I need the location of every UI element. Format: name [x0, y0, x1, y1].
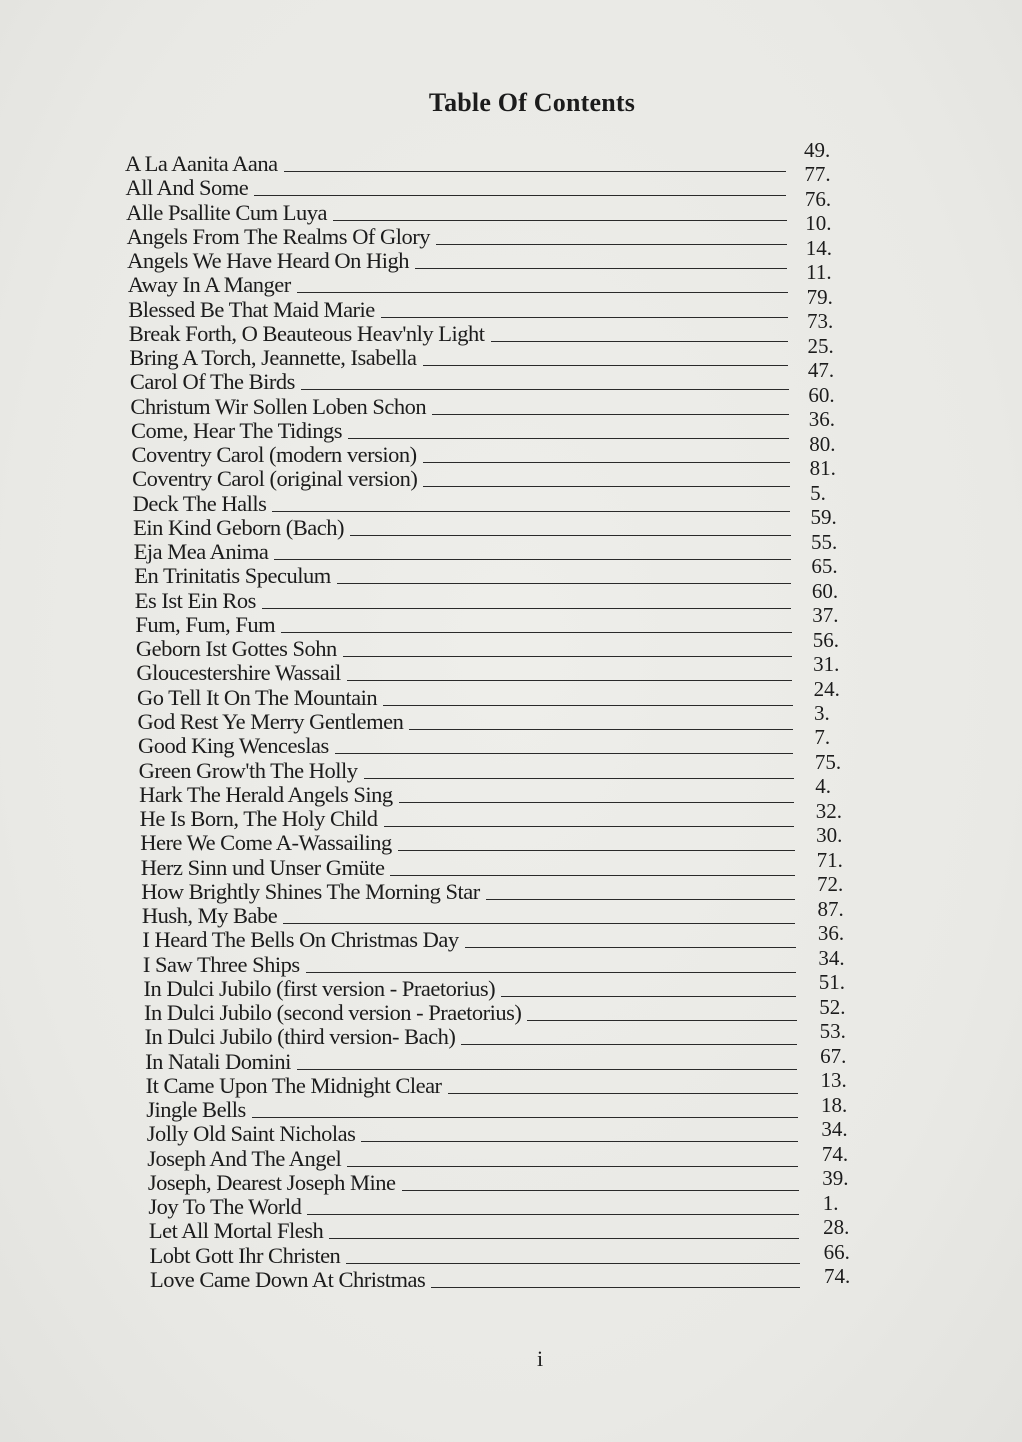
leader-line	[346, 1262, 799, 1264]
toc-entry-page: 1.	[822, 1190, 839, 1215]
toc-entry-title: Break Forth, O Beauteous Heav'nly Light	[128, 320, 485, 346]
toc-entry-title: Jingle Bells	[146, 1097, 246, 1123]
leader-line	[335, 752, 794, 754]
toc-entry[interactable]	[141, 880, 795, 904]
leader-line	[409, 728, 793, 730]
toc-entry-page: 71.	[816, 847, 843, 872]
toc-entry[interactable]	[145, 1025, 797, 1049]
leader-line	[399, 801, 794, 803]
toc-entry[interactable]	[129, 346, 788, 370]
toc-entry[interactable]	[140, 831, 794, 855]
toc-entry-page: 73.	[807, 309, 834, 334]
toc-entry-page: 56.	[812, 627, 839, 652]
toc-entry-title: Love Came Down At Christmas	[150, 1267, 426, 1292]
toc-entry-page: 76.	[804, 186, 832, 211]
toc-entry-page: 13.	[820, 1068, 847, 1093]
toc-entry-title: Hark The Herald Angels Sing	[139, 781, 393, 807]
toc-entry-title: Christum Wir Sollen Loben Schon	[130, 393, 427, 419]
leader-line	[423, 461, 790, 463]
leader-line	[254, 194, 786, 196]
leader-line	[307, 1213, 799, 1215]
toc-entry[interactable]	[149, 1244, 799, 1268]
leader-line	[402, 1189, 799, 1191]
leader-line	[297, 1068, 797, 1070]
toc-entry-title: Joy To The World	[148, 1194, 302, 1220]
toc-entry-title: En Trinitatis Speculum	[134, 563, 331, 589]
toc-entry-title: Joseph, Dearest Joseph Mine	[147, 1169, 396, 1195]
toc-entry-page: 53.	[819, 1019, 846, 1044]
toc-entry-title: In Natali Domini	[145, 1048, 291, 1074]
toc-entry-title: Blessed Be That Maid Marie	[128, 296, 375, 322]
toc-entry-page: 14.	[805, 235, 832, 260]
toc-entry[interactable]	[142, 928, 795, 952]
leader-line	[306, 971, 796, 973]
toc-entry-title: Deck The Halls	[132, 490, 267, 516]
toc-entry-page: 30.	[816, 823, 843, 848]
toc-entry[interactable]	[132, 467, 790, 491]
toc-entry-title: Gloucestershire Wassail	[136, 660, 341, 686]
leader-line	[283, 922, 795, 924]
toc-entry-page: 59.	[810, 505, 837, 530]
toc-entry-title: All And Some	[125, 175, 249, 201]
leader-line	[390, 874, 794, 876]
toc-entry-title: Bring A Torch, Jeannette, Isabella	[129, 345, 417, 371]
toc-entry[interactable]	[128, 273, 788, 297]
toc-entry-page: 34.	[818, 945, 845, 970]
toc-entry[interactable]	[134, 564, 791, 588]
leader-line	[347, 1165, 798, 1167]
toc-entry-title: Lobt Gott Ihr Christen	[149, 1242, 341, 1268]
toc-entry-page: 31.	[813, 652, 840, 677]
toc-entry-title: Coventry Carol (original version)	[132, 466, 418, 492]
toc-entry-title: Eja Mea Anima	[133, 539, 269, 565]
toc-entry[interactable]	[149, 1219, 799, 1243]
toc-entry-page: 4.	[815, 774, 832, 799]
leader-line	[384, 825, 795, 827]
leader-line	[501, 995, 796, 997]
leader-line	[262, 607, 792, 609]
toc-entry-page: 7.	[814, 725, 831, 750]
toc-entry[interactable]	[145, 1050, 797, 1074]
toc-entry-title: Joseph And The Angel	[147, 1145, 342, 1171]
toc-entry-page: 36.	[817, 921, 845, 946]
page-title: Table Of Contents	[428, 88, 636, 117]
toc-entry-title: It Came Upon The Midnight Clear	[145, 1072, 442, 1098]
leader-line	[343, 655, 792, 657]
toc-entry[interactable]	[131, 419, 789, 443]
toc-entry[interactable]	[126, 176, 787, 200]
leader-line	[274, 558, 790, 560]
toc-entry[interactable]	[146, 1074, 798, 1098]
page-number: i	[536, 1346, 544, 1371]
toc-entry-title: God Rest Ye Merry Gentlemen	[137, 709, 404, 734]
toc-entry-title: Es Ist Ein Ros	[134, 587, 256, 613]
toc-entry-page: 60.	[808, 382, 835, 407]
leader-line	[423, 485, 790, 487]
toc-entry-page: 18.	[820, 1092, 848, 1117]
leader-line	[527, 1019, 796, 1021]
toc-entry[interactable]	[148, 1195, 799, 1219]
toc-entry-page: 47.	[807, 358, 835, 383]
toc-entry-title: How Brightly Shines The Morning Star	[141, 878, 480, 904]
leader-line	[329, 1237, 799, 1239]
leader-line	[461, 1043, 797, 1045]
leader-line	[333, 219, 787, 221]
leader-line	[423, 364, 789, 366]
toc-entry-title: Here We Come A-Wassailing	[140, 830, 392, 856]
toc-entry[interactable]	[137, 686, 793, 710]
toc-entry-page: 37.	[812, 603, 839, 628]
leader-line	[350, 534, 791, 536]
toc-entry[interactable]	[125, 152, 786, 176]
toc-entry-page: 77.	[804, 162, 831, 187]
toc-entry-page: 79.	[806, 284, 833, 309]
toc-entry-title: In Dulci Jubilo (first version - Praetorius)	[143, 975, 496, 1001]
leader-line	[486, 898, 795, 900]
leader-line	[491, 340, 789, 342]
toc-entry-page: 87.	[817, 896, 844, 921]
toc-entry-page: 36.	[808, 407, 836, 432]
toc-entry[interactable]	[142, 904, 796, 928]
toc-entry-page: 65.	[811, 554, 838, 579]
toc-entry-title: He Is Born, The Holy Child	[139, 806, 378, 832]
toc-entry[interactable]	[133, 516, 790, 540]
toc-entry[interactable]	[146, 1098, 798, 1122]
toc-entry-page: 81.	[809, 456, 836, 481]
toc-entry-page: 32.	[815, 798, 842, 823]
leader-line	[448, 1092, 798, 1094]
toc-entry[interactable]	[127, 249, 787, 273]
toc-entry-title: Herz Sinn und Unser Gmüte	[140, 854, 385, 880]
toc-entry[interactable]	[139, 759, 794, 783]
toc-entry-title: Alle Psallite Cum Luya	[126, 199, 327, 225]
toc-entry-title: Green Grow'th The Holly	[138, 757, 358, 783]
toc-entry-page: 3.	[814, 701, 830, 725]
toc-entry[interactable]	[147, 1122, 798, 1146]
toc-entry-page: 52.	[819, 994, 846, 1019]
toc-entry-page: 60.	[811, 578, 839, 603]
toc-entry-title: I Heard The Bells On Christmas Day	[142, 927, 459, 953]
toc-entry-title: Let All Mortal Flesh	[148, 1218, 324, 1244]
toc-entry-title: Ein Kind Geborn (Bach)	[133, 514, 344, 540]
leader-line	[383, 704, 793, 706]
toc-entry-title: Fum, Fum, Fum	[135, 611, 276, 637]
toc-entry-title: I Saw Three Ships	[142, 951, 300, 977]
toc-entry-title: Away In A Manger	[127, 272, 291, 298]
leader-line	[281, 631, 792, 633]
toc-entry-page: 55.	[810, 529, 838, 554]
toc-entry-title: Geborn Ist Gottes Sohn	[135, 636, 337, 662]
toc-entry-title: Good King Wenceslas	[138, 733, 329, 759]
toc-entry-page: 5.	[810, 480, 826, 505]
toc-entry[interactable]	[141, 856, 795, 880]
leader-line	[431, 1286, 800, 1288]
toc-entry-title: A La Aanita Aana	[125, 151, 278, 176]
toc-entry-title: Angels We Have Heard On High	[127, 248, 409, 274]
toc-entry-title: Come, Hear The Tidings	[130, 417, 343, 443]
toc-entry[interactable]	[144, 1001, 797, 1025]
toc-entry[interactable]	[143, 953, 796, 977]
toc-entry-title: In Dulci Jubilo (third version- Bach)	[144, 1024, 456, 1050]
toc-entry[interactable]	[130, 395, 789, 419]
toc-entry-page: 75.	[814, 749, 842, 774]
leader-line	[297, 291, 788, 293]
toc-entry[interactable]	[147, 1147, 798, 1171]
toc-entry-page: 72.	[817, 872, 844, 897]
leader-line	[432, 413, 789, 415]
toc-entry-page: 49.	[804, 138, 831, 162]
toc-entry-title: Carol Of The Birds	[129, 369, 295, 395]
toc-entry[interactable]	[129, 322, 788, 346]
leader-line	[398, 849, 795, 851]
toc-entry-title: Hush, My Babe	[141, 903, 278, 929]
leader-line	[301, 388, 789, 390]
toc-entry-page: 34.	[821, 1117, 848, 1142]
toc-entry[interactable]	[126, 201, 787, 225]
toc-entry-title: In Dulci Jubilo (second version - Praetorius)	[144, 1000, 522, 1026]
toc-entry[interactable]	[128, 298, 788, 322]
toc-entry-page: 51.	[818, 970, 846, 995]
toc-entry[interactable]	[135, 613, 791, 637]
toc-entry-page: 10.	[805, 211, 832, 236]
leader-line	[348, 437, 789, 439]
leader-line	[272, 510, 790, 512]
toc-entry-page: 28.	[823, 1215, 850, 1240]
toc-entry-page: 66.	[823, 1239, 850, 1264]
toc-entry[interactable]	[134, 540, 791, 564]
leader-line	[337, 582, 791, 584]
leader-line	[284, 170, 786, 172]
toc-entry[interactable]	[138, 734, 793, 758]
toc-entry-title: Coventry Carol (modern version)	[131, 442, 417, 468]
toc-entry[interactable]	[132, 443, 790, 467]
toc-entry-page: 80.	[809, 431, 836, 456]
leader-line	[381, 316, 788, 318]
toc-entry[interactable]	[136, 637, 792, 661]
toc-entry[interactable]	[148, 1171, 799, 1195]
toc-entry-title: Jolly Old Saint Nicholas	[146, 1121, 356, 1147]
toc-entry-page: 11.	[806, 260, 832, 285]
toc-entry-page: 67.	[820, 1043, 847, 1068]
toc-entry-title: Go Tell It On The Mountain	[136, 684, 378, 710]
toc-entry-page: 25.	[807, 333, 834, 358]
leader-line	[415, 267, 787, 269]
toc-entry[interactable]	[135, 589, 792, 613]
toc-entry[interactable]	[150, 1268, 800, 1292]
toc-entry-page: 24.	[813, 676, 840, 701]
leader-line	[347, 679, 793, 681]
toc-entry[interactable]	[143, 977, 796, 1001]
toc-entry[interactable]	[136, 661, 792, 685]
leader-line	[364, 777, 794, 779]
leader-line	[361, 1140, 798, 1142]
toc-entry-page: 74.	[824, 1264, 851, 1288]
toc-entry-page: 74.	[821, 1141, 849, 1166]
leader-line	[436, 243, 787, 245]
leader-line	[465, 946, 796, 948]
toc-entry[interactable]	[133, 492, 791, 516]
toc-entry[interactable]	[138, 710, 794, 734]
toc-entry-title: Angels From The Realms Of Glory	[126, 223, 431, 249]
toc-entry[interactable]	[130, 370, 789, 394]
toc-entry-page: 39.	[822, 1166, 849, 1191]
toc-entry[interactable]	[140, 807, 795, 831]
leader-line	[252, 1116, 798, 1118]
toc-entry[interactable]	[127, 225, 787, 249]
toc-entry[interactable]	[139, 783, 794, 807]
